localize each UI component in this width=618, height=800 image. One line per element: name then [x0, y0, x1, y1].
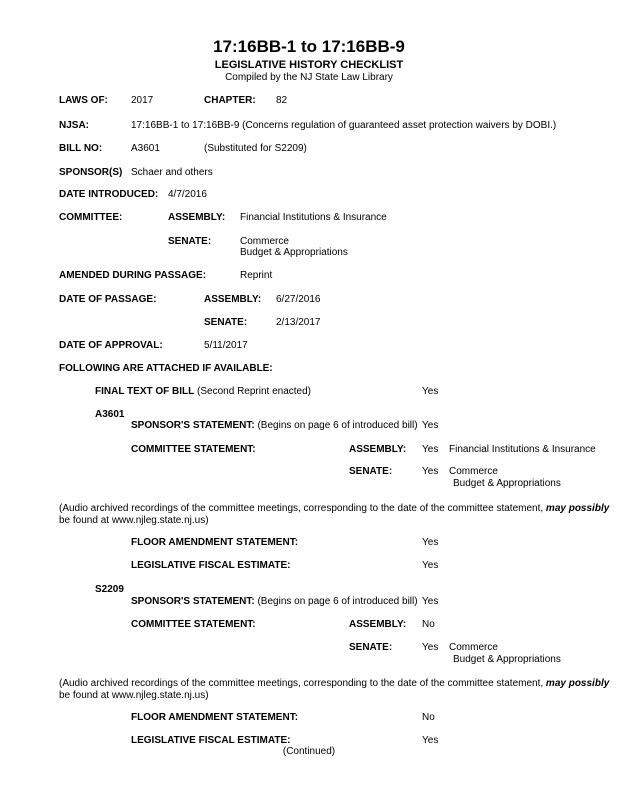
- s2209-sponsor-statement-label: SPONSOR'S STATEMENT:: [131, 596, 255, 607]
- passage-assembly-label: ASSEMBLY:: [204, 294, 262, 305]
- passage-assembly-value: 6/27/2016: [276, 294, 321, 305]
- final-text-note: (Second Reprint enacted): [197, 386, 312, 397]
- bill-id-s2209: S2209: [95, 584, 124, 595]
- s2209-senate-committee-1: Commerce: [449, 642, 498, 653]
- a3601-senate-label: SENATE:: [349, 466, 393, 477]
- a3601-floor-label: FLOOR AMENDMENT STATEMENT:: [131, 537, 299, 548]
- s2209-senate-committee-2: Budget & Appropriations: [453, 654, 561, 665]
- chapter-label: CHAPTER:: [204, 95, 256, 106]
- committee-senate-value-1: Commerce: [240, 236, 289, 247]
- committee-senate-value-2: Budget & Appropriations: [240, 247, 348, 258]
- s2209-audio-note-line-2: be found at www.njleg.state.nj.us): [59, 690, 209, 701]
- laws-of-value: 2017: [131, 95, 154, 106]
- a3601-sponsor-statement-label: SPONSOR'S STATEMENT:: [131, 420, 255, 431]
- a3601-audio-note-line-1: [59, 503, 609, 515]
- s2209-audio-note-text: (Audio archived recordings of the committee meetings, corresponding to the date of the committee statement,: [59, 678, 544, 689]
- s2209-senate-label: SENATE:: [349, 642, 393, 653]
- bill-no-label: BILL NO:: [59, 143, 103, 154]
- a3601-sponsor-statement-note: (Begins on page 6 of introduced bill): [257, 420, 418, 431]
- a3601-senate-value: Yes: [422, 466, 439, 477]
- final-text-label: FINAL TEXT OF BILL: [95, 386, 195, 397]
- amended-value: Reprint: [240, 270, 273, 281]
- s2209-audio-note-emphasis: may possibly: [545, 678, 610, 689]
- s2209-committee-statement-label: COMMITTEE STATEMENT:: [131, 619, 256, 630]
- committee-assembly-value: Financial Institutions & Insurance: [240, 212, 387, 223]
- committee-label: COMMITTEE:: [59, 212, 123, 223]
- s2209-sponsor-statement-note: (Begins on page 6 of introduced bill): [257, 596, 418, 607]
- final-text-value: Yes: [422, 386, 439, 397]
- a3601-fiscal-label: LEGISLATIVE FISCAL ESTIMATE:: [131, 560, 291, 571]
- a3601-senate-committee-1: Commerce: [449, 466, 498, 477]
- a3601-audio-note-text: (Audio archived recordings of the committee meetings, corresponding to the date of the committee statement,: [59, 503, 544, 514]
- a3601-audio-note-emphasis: may possibly: [545, 503, 610, 514]
- s2209-fiscal-label: LEGISLATIVE FISCAL ESTIMATE:: [131, 735, 291, 746]
- s2209-fiscal-value: Yes: [422, 735, 439, 746]
- passage-senate-label: SENATE:: [204, 317, 248, 328]
- njsa-label: NJSA:: [59, 120, 90, 131]
- a3601-committee-statement-label: COMMITTEE STATEMENT:: [131, 444, 256, 455]
- s2209-audio-note-line-1: [59, 678, 609, 690]
- date-approval-label: DATE OF APPROVAL:: [59, 340, 163, 351]
- sponsor-value: Schaer and others: [131, 167, 213, 178]
- a3601-senate-committee-2: Budget & Appropriations: [453, 478, 561, 489]
- a3601-assembly-committee: Financial Institutions & Insurance: [449, 444, 596, 455]
- compiled-by: Compiled by the NJ State Law Library: [225, 72, 393, 83]
- a3601-sponsor-statement: [131, 420, 418, 432]
- document-title: 17:16BB-1 to 17:16BB-9: [213, 37, 405, 56]
- a3601-sponsor-statement-value: Yes: [422, 420, 439, 431]
- s2209-assembly-label: ASSEMBLY:: [349, 619, 407, 630]
- continued-note: (Continued): [282, 746, 336, 757]
- document-subtitle: LEGISLATIVE HISTORY CHECKLIST: [214, 59, 404, 71]
- bill-no-value: A3601: [131, 143, 160, 154]
- attached-heading: FOLLOWING ARE ATTACHED IF AVAILABLE:: [59, 363, 273, 374]
- s2209-floor-label: FLOOR AMENDMENT STATEMENT:: [131, 712, 299, 723]
- a3601-floor-value: Yes: [422, 537, 439, 548]
- committee-senate-label: SENATE:: [168, 236, 212, 247]
- sponsor-label: SPONSOR(S): [59, 167, 123, 178]
- a3601-assembly-value: Yes: [422, 444, 439, 455]
- bill-id-a3601: A3601: [95, 409, 125, 420]
- a3601-assembly-label: ASSEMBLY:: [349, 444, 407, 455]
- date-passage-label: DATE OF PASSAGE:: [59, 294, 157, 305]
- njsa-value: 17:16BB-1 to 17:16BB-9 (Concerns regulation of guaranteed asset protection waivers by DOBI.): [131, 120, 557, 131]
- chapter-value: 82: [276, 95, 288, 106]
- bill-substituted: (Substituted for S2209): [204, 143, 307, 154]
- a3601-audio-note-line-2: be found at www.njleg.state.nj.us): [59, 515, 209, 526]
- committee-assembly-label: ASSEMBLY:: [168, 212, 226, 223]
- date-introduced-value: 4/7/2016: [168, 189, 207, 200]
- s2209-assembly-value: No: [422, 619, 435, 630]
- date-approval-value: 5/11/2017: [204, 340, 248, 351]
- a3601-fiscal-value: Yes: [422, 560, 439, 571]
- final-text-row: [95, 386, 311, 398]
- s2209-senate-value: Yes: [422, 642, 439, 653]
- amended-label: AMENDED DURING PASSAGE:: [59, 270, 207, 281]
- s2209-sponsor-statement: [131, 596, 418, 608]
- s2209-sponsor-statement-value: Yes: [422, 596, 439, 607]
- laws-of-label: LAWS OF:: [59, 95, 108, 106]
- date-introduced-label: DATE INTRODUCED:: [59, 189, 159, 200]
- s2209-floor-value: No: [422, 712, 435, 723]
- passage-senate-value: 2/13/2017: [276, 317, 321, 328]
